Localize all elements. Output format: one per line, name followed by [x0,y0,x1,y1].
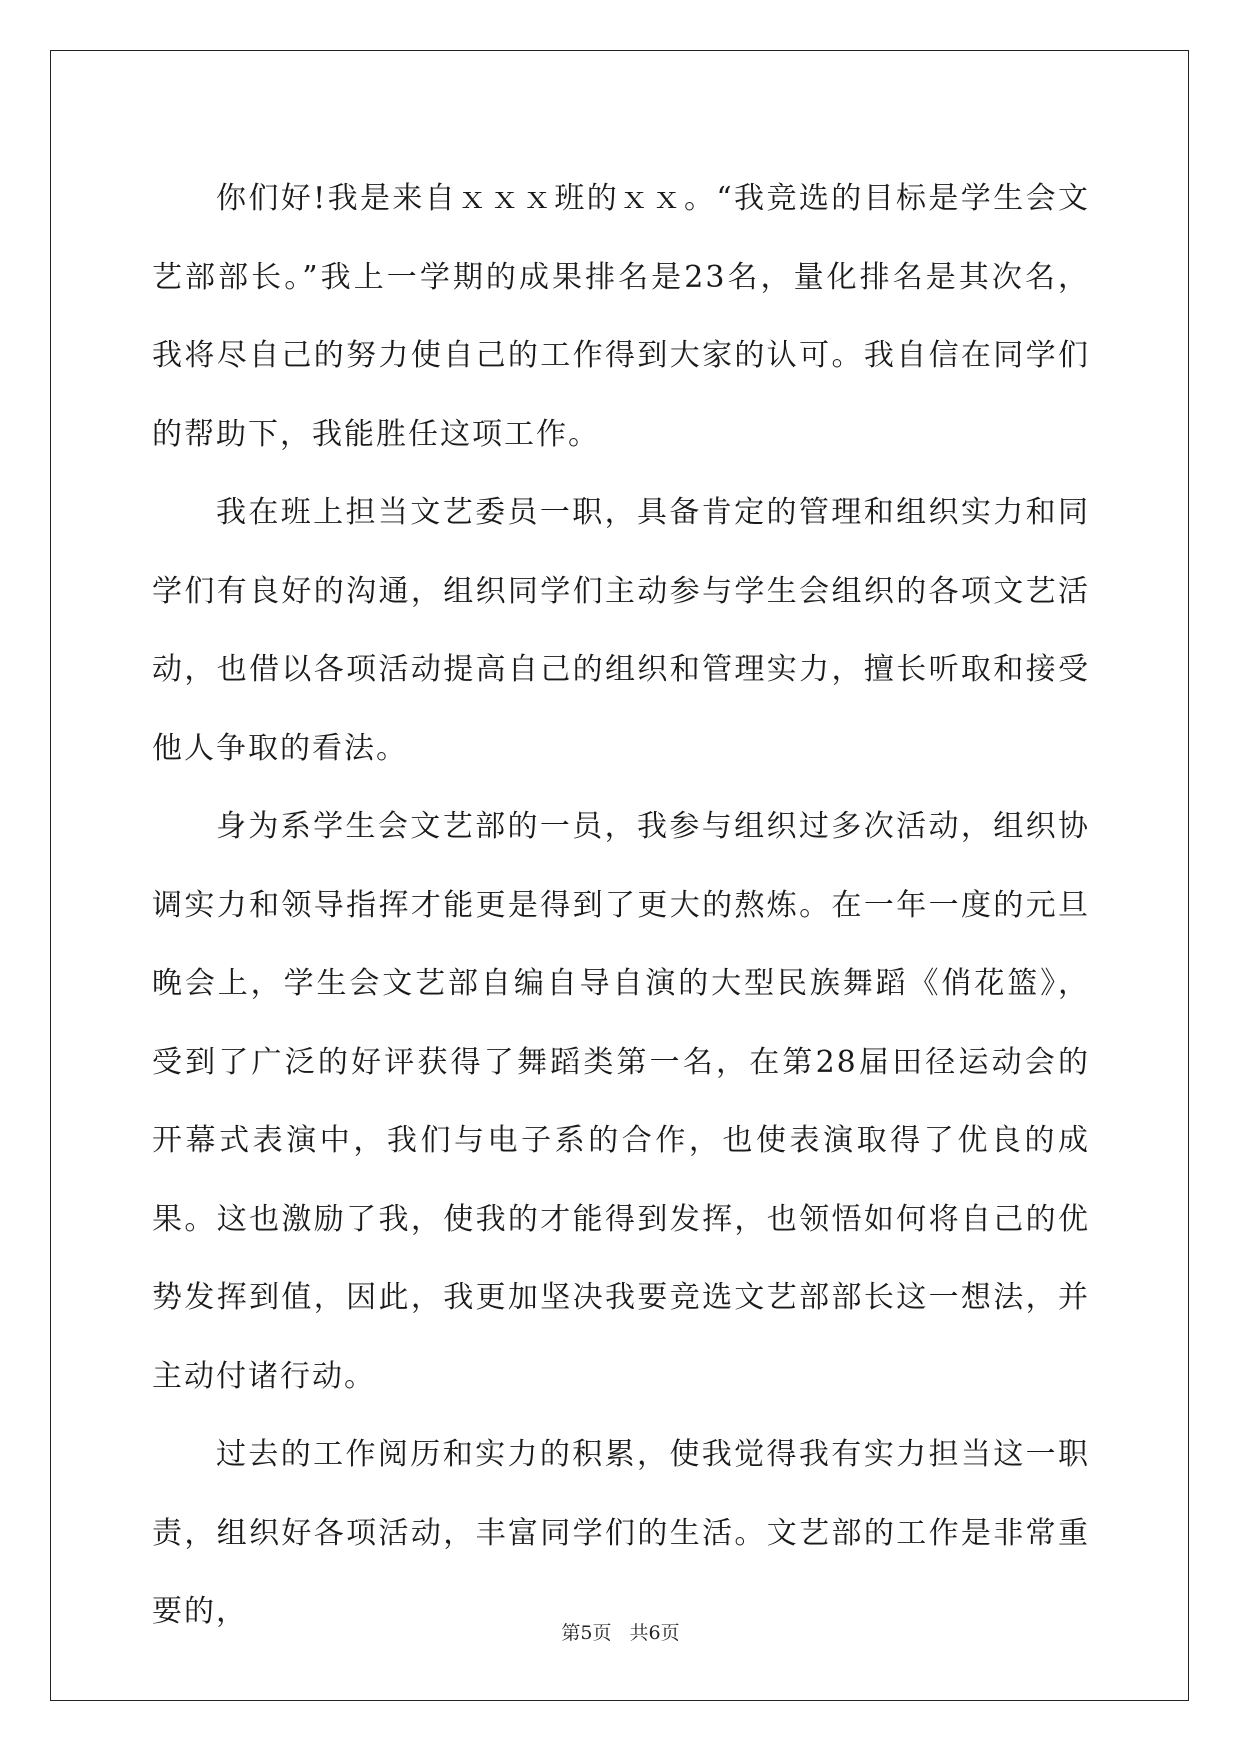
page-total: 共6页 [629,1622,680,1644]
page-number: 第5页 [561,1622,612,1644]
paragraph-2: 我在班上担当文艺委员一职，具备肯定的管理和组织实力和同学们有良好的沟通，组织同学们主动参与学生会组织的各项文艺活动，也借以各项活动提高自己的组织和管理实力，擅长听取和接受他人争取的看法。 [152,495,1090,766]
paragraph-4: 过去的工作阅历和实力的积累，使我觉得我有实力担当这一职责，组织好各项活动，丰富同学们的生活。文艺部的工作是非常重要的， [152,1437,1090,1629]
page-footer [0,1618,1241,1645]
paragraph-3: 身为系学生会文艺部的一员，我参与组织过多次活动，组织协调实力和领导指挥才能更是得到了更大的熬炼。在一年一度的元旦晚会上，学生会文艺部自编自导自演的大型民族舞蹈《俏花篮》，受到了广泛的好评获得了舞蹈类第一名，在第28届田径运动会的开幕式表演中，我们与电子系的合作，也使表演取得了优良的成果。这也激励了我，使我的才能得到发挥，也领悟如何将自己的优势发挥到值，因此，我更加坚决我要竞选文艺部部长这一想法，并主动付诸行动。 [152,809,1090,1394]
document-body [152,160,1090,1652]
paragraph-1: 你们好!我是来自ｘｘｘ班的ｘｘ。“我竞选的目标是学生会文艺部部长。”我上一学期的成果排名是23名，量化排名是其次名，我将尽自己的努力使自己的工作得到大家的认可。我自信在同学们的帮助下，我能胜任这项工作。 [152,181,1090,452]
